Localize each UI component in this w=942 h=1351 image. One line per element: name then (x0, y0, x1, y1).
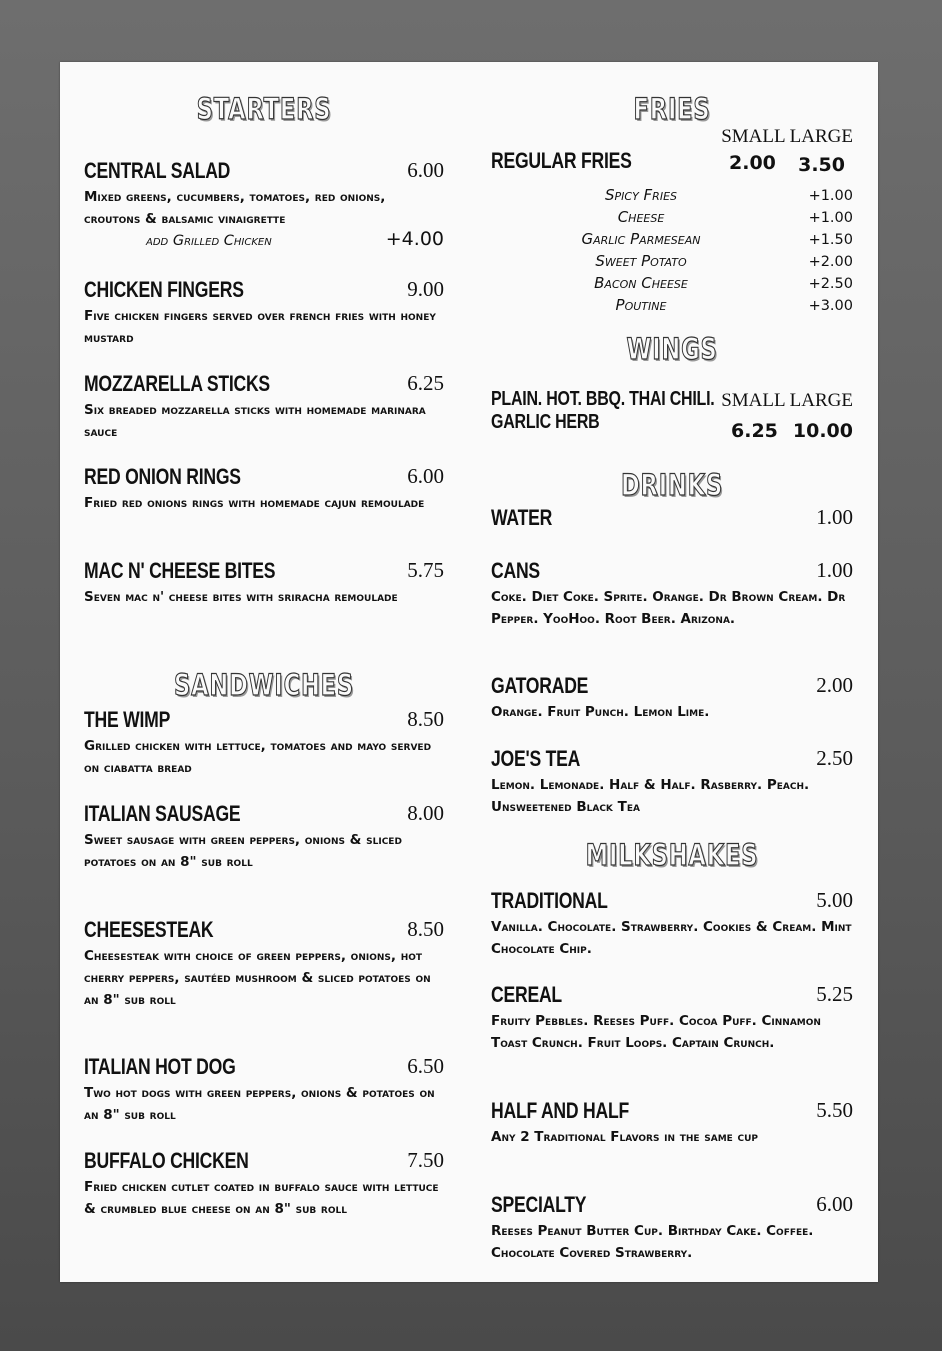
fries-option-label: Poutine (615, 296, 667, 314)
item-desc: Orange. Fruit Punch. Lemon Lime. (491, 704, 710, 720)
item-price: 5.25 (816, 982, 853, 1006)
wings-small-price: 6.25 (731, 420, 778, 442)
fries-option-label: Garlic Parmesean (581, 230, 701, 248)
wings-flavors-line1: PLAIN. HOT. BBQ. THAI CHILI. (491, 388, 715, 410)
menu-item (84, 464, 444, 514)
item-name: CEREAL (491, 982, 562, 1007)
item-price: 6.00 (407, 158, 444, 182)
wings-title: WINGS (626, 332, 718, 366)
item-name: CHICKEN FINGERS (84, 277, 244, 302)
menu-item (84, 158, 444, 230)
item-price: 6.50 (407, 1054, 444, 1078)
menu-page (60, 62, 878, 1282)
item-price: 2.50 (816, 746, 853, 770)
menu-item (84, 558, 444, 608)
menu-item (84, 371, 444, 443)
item-desc: Two hot dogs with green peppers, onions & potatoes on an 8" sub roll (84, 1085, 435, 1123)
menu-item (84, 801, 444, 873)
fries-option-label: Spicy Fries (604, 186, 677, 204)
starters-title: STARTERS (196, 92, 332, 126)
item-price: 9.00 (407, 277, 444, 301)
fries-option-label: Sweet Potato (595, 252, 687, 270)
fries-large-price: 3.50 (798, 154, 845, 176)
item-price: 8.00 (407, 801, 444, 825)
menu-item (84, 1054, 444, 1126)
item-price: 6.25 (407, 371, 444, 395)
fries-option-price: +3.00 (808, 298, 853, 314)
item-name: WATER (491, 505, 553, 530)
item-desc: Seven mac n' cheese bites with sriracha remoulade (84, 589, 398, 605)
item-desc: Six breaded mozzarella sticks with homemade marinara sauce (84, 402, 426, 440)
item-price: 5.00 (816, 888, 853, 912)
addon-label: add Grilled Chicken (146, 233, 272, 249)
menu-item (491, 1192, 853, 1264)
fries-small-price: 2.00 (729, 152, 776, 174)
fries-option-price: +1.00 (808, 188, 853, 204)
wings-flavors-line2: GARLIC HERB (491, 411, 600, 433)
item-name: HALF AND HALF (491, 1098, 629, 1123)
menu-item (84, 277, 444, 349)
menu-item (491, 1098, 853, 1148)
wings-large-price: 10.00 (792, 420, 853, 442)
item-name: THE WIMP (84, 707, 171, 732)
item-desc: Fried red onions rings with homemade cajun remoulade (84, 495, 425, 511)
item-price: 6.00 (816, 1192, 853, 1216)
item-name: MAC N' CHEESE BITES (84, 558, 276, 583)
item-desc: Cheesesteak with choice of green peppers, onions, hot cherry peppers, sautéed mushroom & sliced potatoes on an 8" sub roll (84, 948, 431, 1008)
item-name: GATORADE (491, 673, 589, 698)
menu-item (491, 888, 853, 960)
fries-options (491, 186, 853, 326)
item-name: REGULAR FRIES (491, 148, 632, 173)
item-price: 5.75 (407, 558, 444, 582)
fries-option-price: +2.50 (808, 276, 853, 292)
item-desc: Coke. Diet Coke. Sprite. Orange. Dr Brown Cream. Dr Pepper. YooHoo. Root Beer. Arizona. (491, 589, 846, 627)
item-name: CHEESESTEAK (84, 917, 214, 942)
fries-title: FRIES (633, 92, 711, 126)
item-name: CENTRAL SALAD (84, 158, 231, 183)
menu-item (491, 982, 853, 1054)
menu-item (491, 558, 853, 630)
sandwiches-title: SANDWICHES (174, 668, 354, 702)
item-price: 8.50 (407, 917, 444, 941)
menu-item (491, 746, 853, 818)
item-desc: Fried chicken cutlet coated in buffalo sauce with lettuce & crumbled blue cheese on an 8" sub roll (84, 1179, 439, 1217)
menu-item (84, 707, 444, 779)
item-desc: Grilled chicken with lettuce, tomatoes and mayo served on ciabatta bread (84, 738, 432, 776)
menu-item (491, 505, 853, 531)
item-price: 1.00 (816, 505, 853, 529)
item-desc: Lemon. Lemonade. Half & Half. Rasberry. Peach. Unsweetened Black Tea (491, 777, 810, 815)
menu-item (84, 1148, 444, 1220)
milkshakes-title: MILKSHAKES (585, 838, 759, 872)
fries-size-header: SMALL LARGE (721, 126, 853, 147)
item-name: ITALIAN HOT DOG (84, 1054, 236, 1079)
item-name: JOE'S TEA (491, 746, 581, 771)
item-price: 5.50 (816, 1098, 853, 1122)
item-name: ITALIAN SAUSAGE (84, 801, 241, 826)
item-price: 6.00 (407, 464, 444, 488)
item-name: BUFFALO CHICKEN (84, 1148, 249, 1173)
item-desc: Fruity Pebbles. Reeses Puff. Cocoa Puff. Cinnamon Toast Crunch. Fruit Loops. Captain Crunch. (491, 1013, 821, 1051)
fries-option-price: +1.50 (808, 232, 853, 248)
item-price: 2.00 (816, 673, 853, 697)
item-desc: Sweet sausage with green peppers, onions & sliced potatoes on an 8" sub roll (84, 832, 402, 870)
item-price: 7.50 (407, 1148, 444, 1172)
fries-option-price: +1.00 (808, 210, 853, 226)
item-desc: Vanilla. Chocolate. Strawberry. Cookies & Cream. Mint Chocolate Chip. (491, 919, 852, 957)
item-name: CANS (491, 558, 540, 583)
item-price: 8.50 (407, 707, 444, 731)
item-price: 1.00 (816, 558, 853, 582)
menu-item (491, 673, 853, 723)
drinks-title: DRINKS (620, 468, 724, 502)
item-desc: Mixed greens, cucumbers, tomatoes, red onions, croutons & balsamic vinaigrette (84, 189, 386, 227)
addon-price: +4.00 (385, 228, 444, 250)
item-name: MOZZARELLA STICKS (84, 371, 270, 396)
fries-option-price: +2.00 (808, 254, 853, 270)
item-name: SPECIALTY (491, 1192, 587, 1217)
menu-item (84, 917, 444, 1011)
item-name: RED ONION RINGS (84, 464, 241, 489)
wings-size-header: SMALL LARGE (721, 390, 853, 411)
item-name: TRADITIONAL (491, 888, 608, 913)
fries-option-label: Cheese (617, 208, 665, 226)
item-desc: Any 2 Traditional Flavors in the same cup (491, 1129, 759, 1145)
item-desc: Reeses Peanut Butter Cup. Birthday Cake. Coffee. Chocolate Covered Strawberry. (491, 1223, 814, 1261)
item-desc: Five chicken fingers served over french fries with honey mustard (84, 308, 436, 346)
fries-option-label: Bacon Cheese (594, 274, 688, 292)
